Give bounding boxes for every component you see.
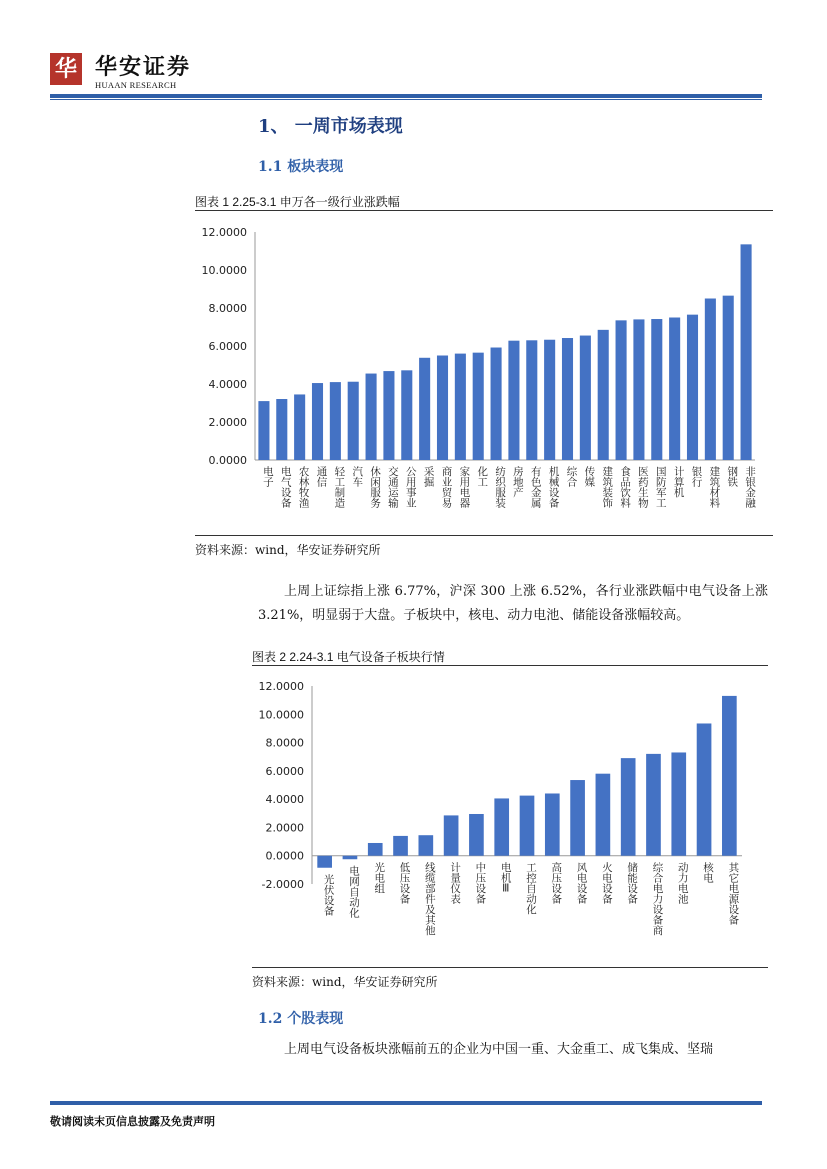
bar xyxy=(526,340,537,460)
bar xyxy=(741,244,752,460)
y-tick-label: 4.0000 xyxy=(265,793,304,807)
y-tick-label: 2.0000 xyxy=(265,821,304,835)
x-category-label: 银行 xyxy=(690,466,703,487)
x-category-label: 房地产 xyxy=(511,466,524,498)
header-divider xyxy=(50,94,762,98)
x-category-label: 电子 xyxy=(261,466,274,487)
x-category-label: 有色金属 xyxy=(529,466,542,508)
bar xyxy=(419,358,430,460)
figure1-top-rule xyxy=(195,210,773,211)
x-category-label: 传媒 xyxy=(583,466,596,487)
bar xyxy=(580,336,591,460)
bar xyxy=(383,371,394,460)
x-category-label: 农林牧渔 xyxy=(297,466,310,508)
bar xyxy=(276,399,287,460)
chart-electrical-subsectors xyxy=(252,667,768,967)
x-category-label: 家用电器 xyxy=(458,466,471,508)
y-tick-label: 8.0000 xyxy=(265,736,304,750)
bar xyxy=(343,856,358,860)
bar xyxy=(687,315,698,460)
logo-mark-text: 华 xyxy=(54,56,77,82)
x-category-label: 轻工制造 xyxy=(333,466,346,508)
x-category-label: 电机Ⅲ xyxy=(499,861,512,895)
logo-mark xyxy=(50,53,82,85)
x-category-label: 动力电池 xyxy=(676,861,689,904)
subsection-title-sector: 1.1 板块表现 xyxy=(258,159,344,175)
y-tick-label: 0.0000 xyxy=(265,849,304,863)
x-category-label: 中压设备 xyxy=(474,861,487,904)
bar xyxy=(562,338,573,460)
bar xyxy=(520,796,535,856)
figure1-title: 图表 1 2.25-3.1 申万各一级行业涨跌幅 xyxy=(195,195,400,209)
x-category-label: 纺织服装 xyxy=(494,466,507,508)
x-category-label: 光伏设备 xyxy=(322,873,335,916)
y-tick-label: 12.0000 xyxy=(201,226,247,239)
y-tick-label: 6.0000 xyxy=(208,340,247,353)
figure1-bottom-rule xyxy=(195,535,773,536)
x-category-label: 非银金融 xyxy=(744,466,757,508)
x-category-label: 火电设备 xyxy=(600,861,613,904)
bar xyxy=(393,836,408,856)
bar xyxy=(494,798,509,855)
y-tick-label: 8.0000 xyxy=(208,302,247,315)
bar xyxy=(669,318,680,461)
chart-sector-returns xyxy=(195,212,773,535)
bar xyxy=(330,382,341,460)
y-tick-label: 4.0000 xyxy=(208,378,247,391)
x-category-label: 采掘 xyxy=(422,466,435,487)
x-category-label: 风电设备 xyxy=(575,861,588,904)
x-category-label: 商业贸易 xyxy=(440,466,453,508)
header-divider-thin xyxy=(50,99,762,100)
figure2-top-rule xyxy=(252,665,768,666)
paragraph-market-summary: 上周上证综指上涨 6.77%，沪深 300 上涨 6.52%，各行业涨跌幅中电气设备上涨 3.21%，明显弱于大盘。子板块中，核电、动力电池、储能设备涨幅较高。 xyxy=(258,584,768,623)
paragraph-stock-summary: 上周电气设备板块涨幅前五的企业为中国一重、大金重工、成飞集成、坚瑞 xyxy=(284,1042,714,1057)
x-category-label: 综合电力设备商 xyxy=(651,861,664,936)
bar xyxy=(705,299,716,461)
bar xyxy=(348,382,359,460)
bar xyxy=(722,696,737,856)
x-category-label: 休闲服务 xyxy=(369,466,382,508)
bar xyxy=(570,780,585,856)
x-category-label: 线缆部件及其他 xyxy=(423,861,436,936)
y-tick-label: 10.0000 xyxy=(258,708,304,722)
x-category-label: 工控自动化 xyxy=(525,861,537,915)
bar xyxy=(651,319,662,460)
x-category-label: 光电组 xyxy=(373,861,386,894)
bar xyxy=(473,353,484,460)
section-title: 1、 一周市场表现 xyxy=(258,116,403,137)
bar xyxy=(491,348,502,460)
x-category-label: 建筑材料 xyxy=(708,466,721,508)
x-category-label: 钢铁 xyxy=(726,466,739,487)
bar xyxy=(596,774,611,856)
x-category-label: 高压设备 xyxy=(550,861,563,904)
x-category-label: 汽车 xyxy=(351,466,364,487)
x-category-label: 机械设备 xyxy=(547,466,560,508)
x-category-label: 食品饮料 xyxy=(619,466,632,508)
x-category-label: 储能设备 xyxy=(626,861,639,904)
bar xyxy=(544,340,555,460)
bar xyxy=(621,758,636,856)
y-tick-label: 10.0000 xyxy=(201,264,247,277)
x-category-label: 医药生物 xyxy=(636,466,649,508)
x-category-label: 通信 xyxy=(315,466,328,487)
bar xyxy=(723,296,734,460)
y-tick-label: 12.0000 xyxy=(258,680,304,693)
x-category-label: 低压设备 xyxy=(398,861,411,904)
figure2-source: 资料来源：wind，华安证券研究所 xyxy=(252,975,438,989)
figure1-source: 资料来源：wind，华安证券研究所 xyxy=(195,543,381,557)
y-tick-label: 2.0000 xyxy=(208,416,247,429)
bar xyxy=(294,394,305,460)
bar xyxy=(455,354,466,460)
bar xyxy=(437,356,448,461)
bar xyxy=(545,793,560,855)
logo-name-cn: 华安证券 xyxy=(95,54,192,80)
footer-disclaimer: 敬请阅读末页信息披露及免责声明 xyxy=(50,1115,215,1128)
figure2-title: 图表 2 2.24-3.1 电气设备子板块行情 xyxy=(252,650,445,664)
bar xyxy=(646,754,661,856)
bar xyxy=(633,319,644,460)
x-category-label: 电网自动化 xyxy=(347,865,360,918)
bar xyxy=(697,723,712,855)
subsection-title-stocks: 1.2 个股表现 xyxy=(258,1011,344,1027)
x-category-label: 计算机 xyxy=(672,466,685,498)
x-category-label: 化工 xyxy=(476,466,489,487)
x-category-label: 国防军工 xyxy=(654,466,667,508)
x-category-label: 公用事业 xyxy=(404,466,417,508)
bar xyxy=(366,374,377,460)
x-category-label: 建筑装饰 xyxy=(601,466,614,508)
bar xyxy=(258,401,269,460)
x-category-label: 计量仪表 xyxy=(449,861,462,904)
y-tick-label: 0.0000 xyxy=(208,454,247,467)
x-category-label: 电气设备 xyxy=(279,466,292,508)
x-category-label: 交通运输 xyxy=(386,466,399,508)
x-category-label: 核电 xyxy=(702,861,715,883)
bar xyxy=(444,815,459,855)
bar xyxy=(508,341,519,460)
bar xyxy=(317,856,332,868)
bar xyxy=(616,320,627,460)
bar xyxy=(401,370,412,460)
y-tick-label: -2.0000 xyxy=(261,878,304,891)
footer-divider xyxy=(50,1101,762,1105)
bar xyxy=(469,814,484,856)
bar xyxy=(418,835,433,856)
bar xyxy=(368,843,383,856)
bar xyxy=(671,752,686,855)
logo-name-en: HUAAN RESEARCH xyxy=(95,80,177,90)
bar xyxy=(312,383,323,460)
bar xyxy=(598,330,609,460)
x-category-label: 其它电源设备 xyxy=(727,861,740,925)
y-tick-label: 6.0000 xyxy=(265,764,304,778)
x-category-label: 综合 xyxy=(565,466,578,487)
figure2-bottom-rule xyxy=(252,967,768,968)
